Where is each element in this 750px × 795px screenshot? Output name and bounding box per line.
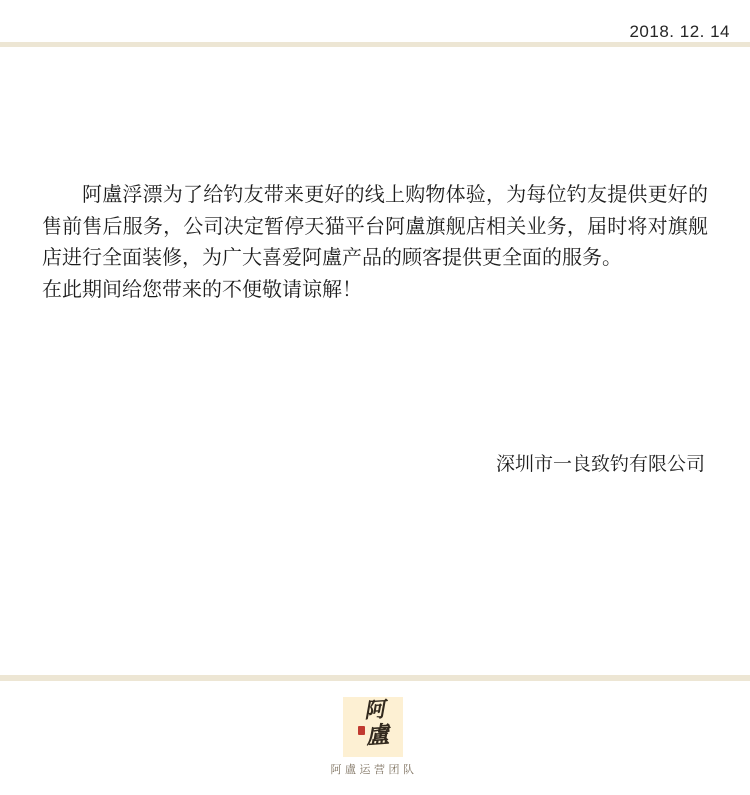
company-signature: 深圳市一良致钓有限公司 [495,454,705,475]
top-divider [0,42,750,47]
bottom-divider [0,675,750,681]
notice-paragraph: 阿盧浮漂为了给钓友带来更好的线上购物体验，为每位钓友提供更好的售前售后服务，公司决定暂停天猫平台阿盧旗舰店相关业务，届时将对旗舰店进行全面装修，为广大喜爱阿盧产品的顾客提供更全面的服务。 [42,184,708,269]
red-seal-stamp-icon [358,726,365,735]
brand-team-caption: 阿盧运营团队 [330,764,418,776]
brand-logo [343,697,403,757]
brand-logo-character-top: 阿 [363,698,386,723]
brand-logo-character-bottom: 盧 [365,721,390,749]
notice-body [42,180,708,306]
notice-apology-line: 在此期间给您带来的不便敬请谅解！ [42,278,362,301]
notice-date: 2018. 12. 14 [629,22,730,41]
